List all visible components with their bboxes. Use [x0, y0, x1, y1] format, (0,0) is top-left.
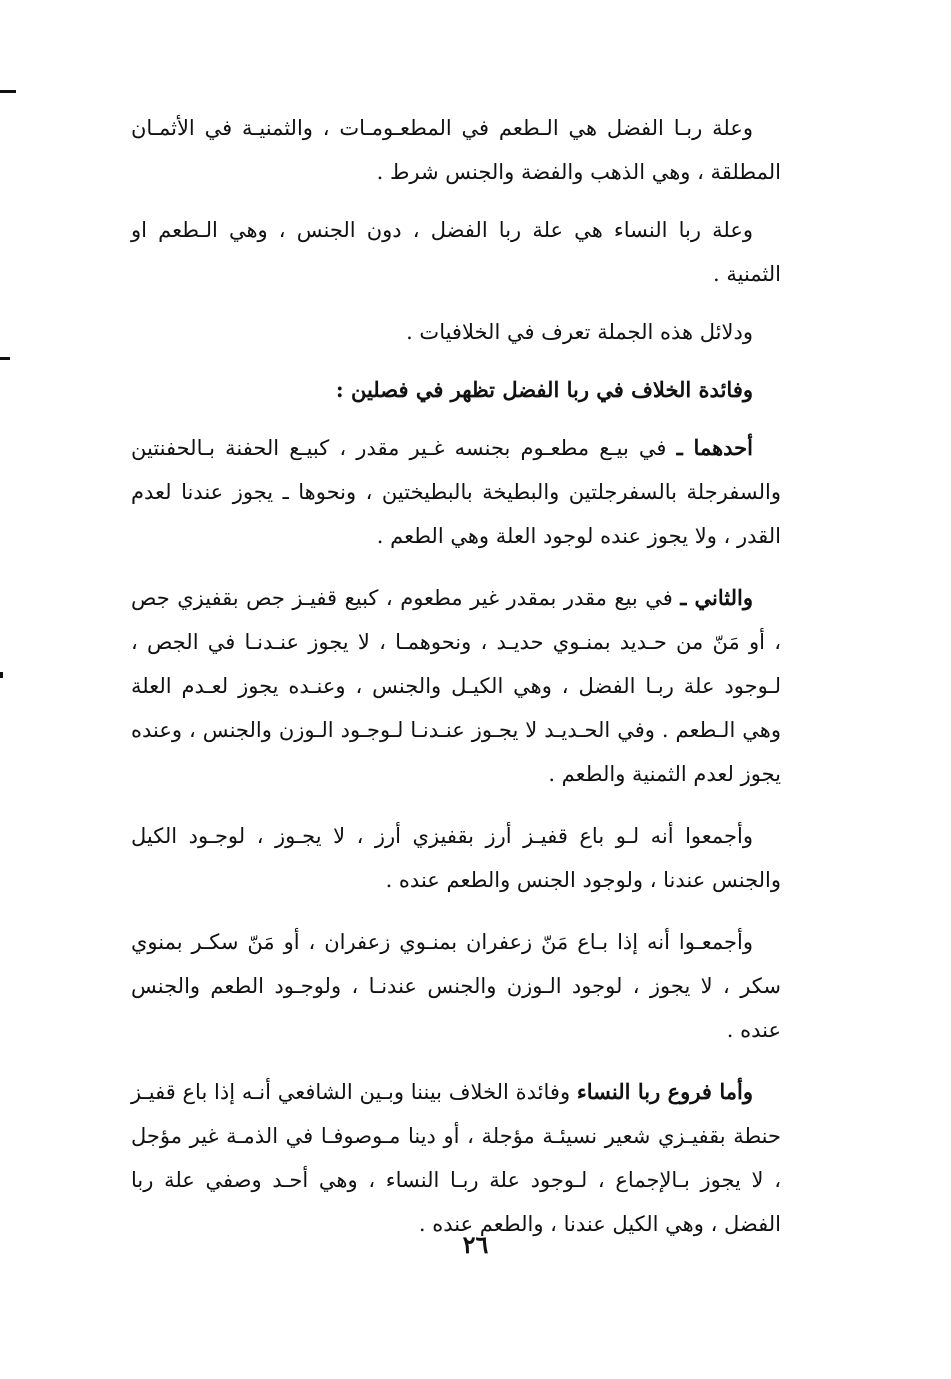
paragraph-lead: وفائدة الخلاف في ربا الفضل تظهر في فصلين :	[335, 377, 753, 402]
body-text	[131, 106, 781, 1260]
paragraph-7	[131, 814, 781, 902]
scan-edge-mark	[0, 672, 3, 678]
paragraph-text: في بيـع مطعـوم بجنسه غـير مقدر ، كبيـع الحفنة بـالحفنتين والسفرجلة بالسفرجلتين والبطيخة بالبطيختين ، ونحوها ـ يجوز عندنا لعدم القدر ، ولا يجوز عنده لوجود العلة وهي الطعم .	[131, 436, 781, 548]
paragraph-text: في بيع مقدر بمقدر غير مطعوم ، كبيع قفيـز جص بقفيزي جص ، أو مَنّ من حـديد بمنـوي حديـد ، ونحوهمـا ، لا يجوز عنـدنـا في الجص ، لـوجود علة ربـا الفضل ، وهي الكيـل والجنس ، وعنـده يجوز لعـدم العلة وهي الـطعم . وفي الحـديـد لا يجـوز عنـدنـا لـوجـود الـوزن والجنس ، وعنده يجوز لعدم الثمنية والطعم .	[131, 586, 781, 786]
paragraph-lead: أحدهما ـ	[676, 435, 754, 460]
scan-edge-mark	[0, 357, 10, 360]
paragraph-4	[131, 368, 781, 412]
paragraph-lead: وأما فروع ربا النساء	[576, 1079, 753, 1104]
paragraph-text: وعلة ربـا الفضل هي الـطعم في المطعـومـات ، والثمنيـة في الأثمـان المطلقة ، وهي الذهب والفضة والجنس شرط .	[131, 116, 781, 184]
paragraph-9	[131, 1070, 781, 1246]
paragraph-5	[131, 426, 781, 558]
paragraph-lead: والثاني ـ	[680, 585, 753, 610]
paragraph-3	[131, 310, 781, 354]
paragraph-text: وفائدة الخلاف بيننا وبـين الشافعي أنـه إذا باع قفيـز حنطة بقفيـزي شعير نسيئـة مؤجلة ، أو دينا مـوصوفـا في الذمـة غير مؤجل ، لا يجوز بـالإجماع ، لـوجود علة ربـا النساء ، وهي أحـد وصفي علة ربا الفضل ، وهي الكيل عندنا ، والطعم عنده .	[131, 1080, 781, 1236]
paragraph-text: وعلة ربا النساء هي علة ربا الفضل ، دون الجنس ، وهي الـطعم او الثمنية .	[131, 218, 781, 286]
paragraph-text: وأجمعـوا أنه إذا بـاع مَنّ زعفران بمنـوي زعفران ، أو مَنّ سكـر بمنوي سكر ، لا يجوز ، لوجود الـوزن والجنس عندنـا ، ولوجـود الطعم والجنس عنده .	[131, 930, 781, 1042]
paragraph-text: ودلائل هذه الجملة تعرف في الخلافيات .	[406, 320, 753, 344]
page-number: ٢٦	[462, 1230, 489, 1259]
paragraph-1	[131, 106, 781, 194]
scan-edge-mark	[0, 90, 16, 93]
paragraph-6	[131, 576, 781, 796]
paragraph-2	[131, 208, 781, 296]
paragraph-text: وأجمعوا أنه لـو باع قفيـز أرز بقفيزي أرز ، لا يجـوز ، لوجـود الكيل والجنس عندنا ، ولوجود الجنس والطعم عنده .	[131, 824, 781, 892]
paragraph-8	[131, 920, 781, 1052]
